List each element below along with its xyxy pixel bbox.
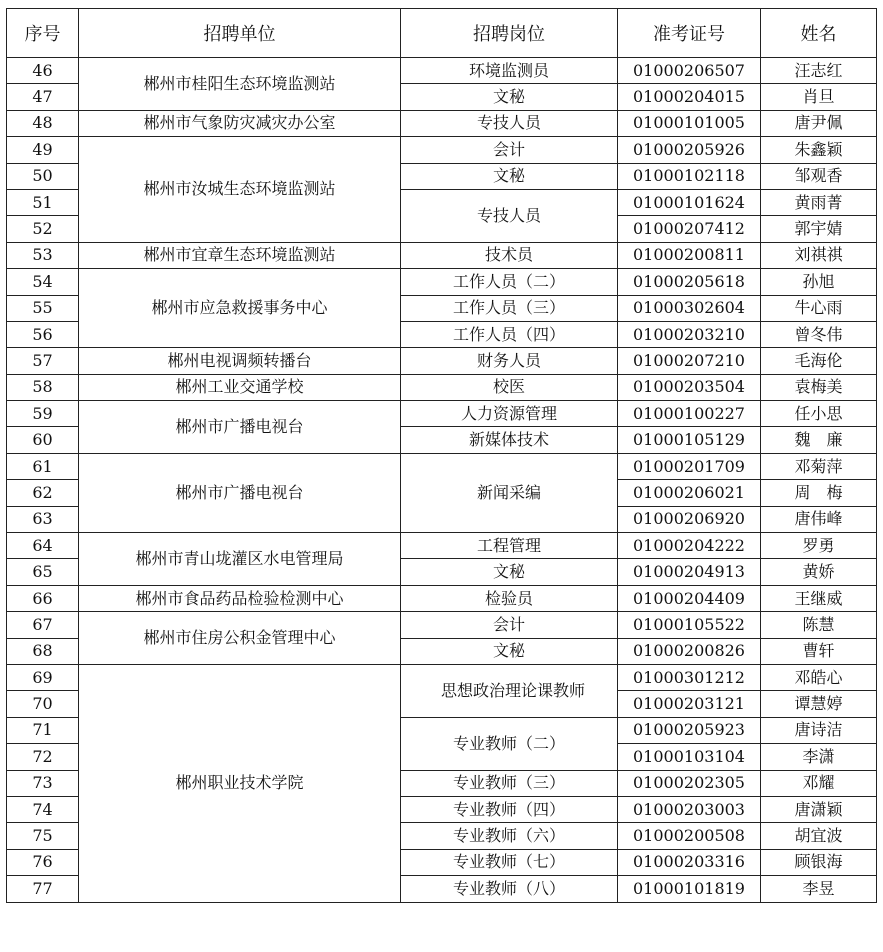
exam-number-cell: 01000102118: [618, 163, 761, 189]
exam-number-cell: 01000105129: [618, 427, 761, 453]
header-post: 招聘岗位: [401, 9, 618, 58]
exam-number-cell: 01000203003: [618, 796, 761, 822]
exam-number-cell: 01000207412: [618, 216, 761, 242]
post-cell: 专技人员: [401, 189, 618, 242]
post-cell: 检验员: [401, 585, 618, 611]
name-cell: 胡宜波: [761, 823, 877, 849]
unit-cell: 郴州市气象防灾减灾办公室: [79, 110, 401, 136]
name-cell: 孙旭: [761, 269, 877, 295]
exam-number-cell: 01000206507: [618, 58, 761, 84]
seq-cell: 65: [7, 559, 79, 585]
name-cell: 牛心雨: [761, 295, 877, 321]
name-cell: 袁梅美: [761, 374, 877, 400]
exam-number-cell: 01000202305: [618, 770, 761, 796]
seq-cell: 66: [7, 585, 79, 611]
post-cell: 专业教师（六）: [401, 823, 618, 849]
exam-number-cell: 01000302604: [618, 295, 761, 321]
name-cell: 毛海伦: [761, 348, 877, 374]
seq-cell: 61: [7, 453, 79, 479]
name-cell: 李潇: [761, 744, 877, 770]
name-cell: 汪志红: [761, 58, 877, 84]
table-row: [7, 612, 877, 638]
seq-cell: 49: [7, 137, 79, 163]
unit-cell: 郴州市应急救援事务中心: [79, 269, 401, 348]
post-cell: 文秘: [401, 638, 618, 664]
name-cell: 曾冬伟: [761, 321, 877, 347]
header-unit: 招聘单位: [79, 9, 401, 58]
exam-number-cell: 01000207210: [618, 348, 761, 374]
post-cell: 专业教师（三）: [401, 770, 618, 796]
post-cell: 专技人员: [401, 110, 618, 136]
seq-cell: 67: [7, 612, 79, 638]
seq-cell: 57: [7, 348, 79, 374]
name-cell: 陈慧: [761, 612, 877, 638]
exam-number-cell: 01000203316: [618, 849, 761, 875]
name-cell: 顾银海: [761, 849, 877, 875]
table-row: [7, 664, 877, 690]
recruitment-roster-table: [6, 8, 877, 903]
post-cell: 专业教师（四）: [401, 796, 618, 822]
seq-cell: 46: [7, 58, 79, 84]
post-cell: 财务人员: [401, 348, 618, 374]
seq-cell: 53: [7, 242, 79, 268]
name-cell: 曹轩: [761, 638, 877, 664]
exam-number-cell: 01000200811: [618, 242, 761, 268]
name-cell: 谭慧婷: [761, 691, 877, 717]
name-cell: 刘祺祺: [761, 242, 877, 268]
name-cell: 王继威: [761, 585, 877, 611]
unit-cell: 郴州市宜章生态环境监测站: [79, 242, 401, 268]
exam-number-cell: 01000205923: [618, 717, 761, 743]
table-row: [7, 533, 877, 559]
header-seq: 序号: [7, 9, 79, 58]
seq-cell: 75: [7, 823, 79, 849]
post-cell: 工作人员（四）: [401, 321, 618, 347]
seq-cell: 60: [7, 427, 79, 453]
seq-cell: 70: [7, 691, 79, 717]
seq-cell: 76: [7, 849, 79, 875]
seq-cell: 71: [7, 717, 79, 743]
post-cell: 专业教师（八）: [401, 876, 618, 902]
seq-cell: 52: [7, 216, 79, 242]
unit-cell: 郴州市住房公积金管理中心: [79, 612, 401, 665]
post-cell: 新闻采编: [401, 453, 618, 532]
unit-cell: 郴州工业交通学校: [79, 374, 401, 400]
post-cell: 会计: [401, 612, 618, 638]
post-cell: 文秘: [401, 84, 618, 110]
table-row: [7, 137, 877, 163]
post-cell: 会计: [401, 137, 618, 163]
exam-number-cell: 01000204409: [618, 585, 761, 611]
exam-number-cell: 01000205926: [618, 137, 761, 163]
post-cell: 专业教师（二）: [401, 717, 618, 770]
unit-cell: 郴州市食品药品检验检测中心: [79, 585, 401, 611]
name-cell: 郭宇婧: [761, 216, 877, 242]
name-cell: 邹观香: [761, 163, 877, 189]
table-row: [7, 110, 877, 136]
seq-cell: 55: [7, 295, 79, 321]
seq-cell: 48: [7, 110, 79, 136]
table-row: [7, 348, 877, 374]
post-cell: 专业教师（七）: [401, 849, 618, 875]
exam-number-cell: 01000200826: [618, 638, 761, 664]
exam-number-cell: 01000105522: [618, 612, 761, 638]
name-cell: 邓耀: [761, 770, 877, 796]
unit-cell: 郴州市广播电视台: [79, 401, 401, 454]
seq-cell: 64: [7, 533, 79, 559]
post-cell: 校医: [401, 374, 618, 400]
seq-cell: 56: [7, 321, 79, 347]
exam-number-cell: 01000103104: [618, 744, 761, 770]
exam-number-cell: 01000101819: [618, 876, 761, 902]
name-cell: 邓皓心: [761, 664, 877, 690]
name-cell: 周 梅: [761, 480, 877, 506]
name-cell: 李昱: [761, 876, 877, 902]
header-exam-number: 准考证号: [618, 9, 761, 58]
table-row: [7, 401, 877, 427]
unit-cell: 郴州市桂阳生态环境监测站: [79, 58, 401, 111]
exam-number-cell: 01000203121: [618, 691, 761, 717]
name-cell: 罗勇: [761, 533, 877, 559]
table-row: [7, 585, 877, 611]
name-cell: 唐诗洁: [761, 717, 877, 743]
name-cell: 朱鑫颖: [761, 137, 877, 163]
exam-number-cell: 01000201709: [618, 453, 761, 479]
unit-cell: 郴州市汝城生态环境监测站: [79, 137, 401, 243]
exam-number-cell: 01000203210: [618, 321, 761, 347]
unit-cell: 郴州职业技术学院: [79, 664, 401, 902]
unit-cell: 郴州电视调频转播台: [79, 348, 401, 374]
post-cell: 环境监测员: [401, 58, 618, 84]
name-cell: 肖旦: [761, 84, 877, 110]
post-cell: 人力资源管理: [401, 401, 618, 427]
seq-cell: 59: [7, 401, 79, 427]
exam-number-cell: 01000203504: [618, 374, 761, 400]
post-cell: 文秘: [401, 163, 618, 189]
exam-number-cell: 01000204015: [618, 84, 761, 110]
exam-number-cell: 01000206021: [618, 480, 761, 506]
name-cell: 唐尹佩: [761, 110, 877, 136]
table-row: [7, 374, 877, 400]
name-cell: 唐伟峰: [761, 506, 877, 532]
post-cell: 思想政治理论课教师: [401, 664, 618, 717]
seq-cell: 58: [7, 374, 79, 400]
post-cell: 新媒体技术: [401, 427, 618, 453]
unit-cell: 郴州市青山垅灌区水电管理局: [79, 533, 401, 586]
name-cell: 唐潇颖: [761, 796, 877, 822]
post-cell: 技术员: [401, 242, 618, 268]
exam-number-cell: 01000204913: [618, 559, 761, 585]
table-row: [7, 453, 877, 479]
seq-cell: 51: [7, 189, 79, 215]
seq-cell: 69: [7, 664, 79, 690]
name-cell: 黄雨菁: [761, 189, 877, 215]
seq-cell: 72: [7, 744, 79, 770]
seq-cell: 74: [7, 796, 79, 822]
name-cell: 邓菊萍: [761, 453, 877, 479]
seq-cell: 77: [7, 876, 79, 902]
unit-cell: 郴州市广播电视台: [79, 453, 401, 532]
header-row: [7, 9, 877, 58]
exam-number-cell: 01000205618: [618, 269, 761, 295]
exam-number-cell: 01000200508: [618, 823, 761, 849]
post-cell: 工程管理: [401, 533, 618, 559]
seq-cell: 68: [7, 638, 79, 664]
table-row: [7, 269, 877, 295]
seq-cell: 62: [7, 480, 79, 506]
header-name: 姓名: [761, 9, 877, 58]
exam-number-cell: 01000206920: [618, 506, 761, 532]
table-row: [7, 58, 877, 84]
seq-cell: 47: [7, 84, 79, 110]
name-cell: 黄娇: [761, 559, 877, 585]
table-row: [7, 242, 877, 268]
exam-number-cell: 01000204222: [618, 533, 761, 559]
exam-number-cell: 01000101624: [618, 189, 761, 215]
name-cell: 魏 廉: [761, 427, 877, 453]
seq-cell: 50: [7, 163, 79, 189]
seq-cell: 54: [7, 269, 79, 295]
seq-cell: 63: [7, 506, 79, 532]
post-cell: 工作人员（二）: [401, 269, 618, 295]
exam-number-cell: 01000301212: [618, 664, 761, 690]
post-cell: 文秘: [401, 559, 618, 585]
name-cell: 任小思: [761, 401, 877, 427]
seq-cell: 73: [7, 770, 79, 796]
post-cell: 工作人员（三）: [401, 295, 618, 321]
exam-number-cell: 01000100227: [618, 401, 761, 427]
exam-number-cell: 01000101005: [618, 110, 761, 136]
